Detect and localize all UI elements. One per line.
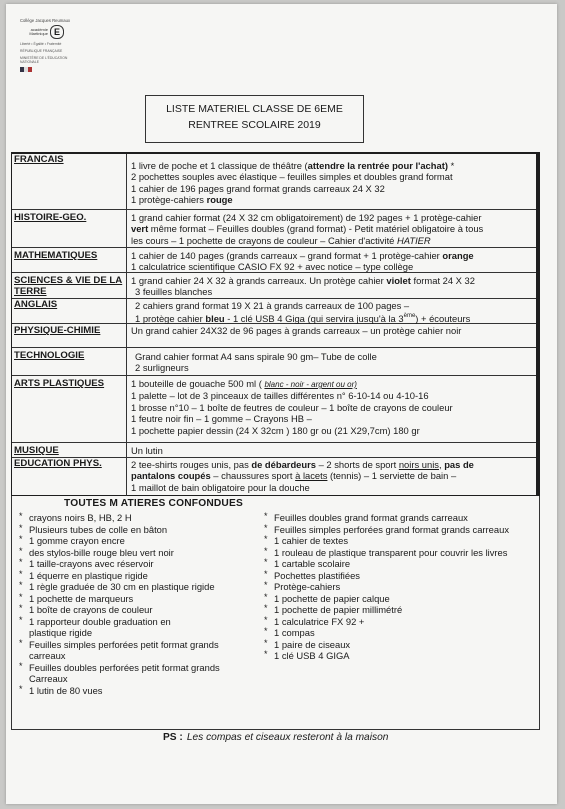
text: noirs unis bbox=[398, 459, 439, 470]
common-right-column bbox=[262, 512, 532, 662]
row-musique bbox=[12, 443, 536, 458]
list-item: * Feuilles doubles grand format grands carreaux bbox=[262, 512, 532, 524]
text: Grand cahier format A4 sans spirale 90 gm– Tube de colle bbox=[135, 351, 377, 362]
text: 2 pochettes souples avec élastique – feuilles simples et doubles grand format bbox=[131, 171, 453, 183]
text: , bbox=[438, 459, 445, 470]
common-supplies bbox=[11, 496, 540, 730]
desc-francais bbox=[131, 160, 533, 206]
text: ) + écouteurs bbox=[415, 313, 471, 325]
text: 1 protège cahier bbox=[135, 313, 206, 325]
text: 2 surligneurs bbox=[135, 362, 189, 374]
text: - 1 clé USB 4 Giga (qui servira jusqu'à la 3 bbox=[224, 313, 404, 325]
text: 1 grand cahier format (24 X 32 cm obligatoirement) de 192 pages + 1 protège-cahier bbox=[131, 212, 482, 223]
education-e-icon: E bbox=[50, 25, 64, 39]
text: ème bbox=[403, 313, 416, 320]
desc-eps bbox=[131, 459, 533, 493]
list-item: * 1 rouleau de plastique transparent pour couvrir les livres bbox=[262, 547, 532, 559]
row-arts bbox=[12, 376, 536, 443]
common-left-column bbox=[17, 512, 257, 696]
text: rouge bbox=[206, 194, 233, 206]
subject-anglais: ANGLAIS bbox=[12, 299, 127, 323]
text: Un grand cahier 24X32 de 96 pages à grands carreaux – un protège cahier noir bbox=[131, 325, 462, 336]
text: 1 palette – lot de 3 pinceaux de tailles différentes n° 6-10-14 ou 4-10-16 bbox=[131, 390, 429, 402]
text: bleu bbox=[205, 313, 225, 325]
academy-name: académie Martinique bbox=[29, 26, 48, 36]
subjects-table bbox=[11, 152, 540, 496]
text: pantalons coupés bbox=[131, 470, 211, 482]
text: 1 pochette papier dessin (24 X 32cm ) 180 gr ou (21 X29,7cm) 180 gr bbox=[131, 424, 420, 436]
desc-svt bbox=[131, 275, 533, 298]
desc-techno bbox=[131, 351, 533, 374]
desc-physique bbox=[131, 325, 533, 336]
desc-anglais bbox=[131, 300, 533, 325]
desc-maths bbox=[131, 250, 533, 273]
row-svt bbox=[12, 273, 536, 299]
list-item: * 1 paire de ciseaux bbox=[262, 639, 532, 651]
list-item: * Plusieurs tubes de colle en bâton bbox=[17, 524, 257, 536]
text: 1 calculatrice scientifique CASIO FX 92 + avec notice – type collège bbox=[131, 261, 414, 273]
text: – 2 shorts de sport bbox=[315, 459, 399, 470]
subject-physique: PHYSIQUE-CHIMIE bbox=[12, 324, 127, 347]
title-box bbox=[145, 95, 364, 143]
text: 3 feuilles blanches bbox=[135, 286, 213, 298]
subject-maths: MATHEMATIQUES bbox=[12, 248, 127, 272]
text: 1 cahier de 140 pages (grands carreaux – grand format + 1 protège-cahier bbox=[131, 250, 443, 261]
text: orange bbox=[442, 250, 474, 261]
ministry-label: MINISTÈRE DE L'ÉDUCATION NATIONALE bbox=[20, 56, 68, 64]
list-item: * Pochettes plastifiées bbox=[262, 570, 532, 582]
row-eps bbox=[12, 458, 536, 496]
text: 2 tee-shirts rouges unis, pas bbox=[131, 459, 252, 470]
liberte-motto: Liberté • Égalité • Fraternité bbox=[20, 42, 62, 46]
list-item: * Feuilles doubles perforées petit format grands Carreaux bbox=[17, 662, 257, 685]
subject-histoire: HISTOIRE-GEO. bbox=[12, 210, 127, 247]
subject-francais: FRANCAIS bbox=[12, 154, 127, 209]
list-item: * Protège-cahiers bbox=[262, 581, 532, 593]
text: même format – Feuilles doubles (grand format) - Petit matériel obligatoire à tous bbox=[148, 223, 484, 235]
list-item: * 1 cartable scolaire bbox=[262, 558, 532, 570]
text: (tennis) – 1 serviette de bain – bbox=[327, 470, 457, 482]
text: 1 livre de poche et 1 classique de théâtre ( bbox=[131, 160, 308, 171]
row-physique bbox=[12, 324, 536, 348]
desc-musique bbox=[131, 445, 533, 456]
list-item: * 1 lutin de 80 vues bbox=[17, 685, 257, 697]
french-flag-icon bbox=[20, 67, 32, 72]
list-item: * 1 pochette de marqueurs bbox=[17, 593, 257, 605]
subject-svt: SCIENCES & VIE DE LA TERRE bbox=[12, 273, 127, 298]
school-logo bbox=[20, 18, 80, 72]
list-item: * 1 pochette de papier millimétré bbox=[262, 604, 532, 616]
row-francais bbox=[12, 154, 536, 210]
list-item: * 1 rapporteur double graduation en plastique rigide bbox=[17, 616, 179, 639]
text: format 24 X 32 bbox=[410, 275, 475, 286]
title-line-2: RENTREE SCOLAIRE 2019 bbox=[188, 119, 321, 131]
republic-label: RÉPUBLIQUE FRANÇAISE bbox=[20, 49, 63, 53]
college-name: Collège Jacques Reumaux bbox=[20, 18, 71, 23]
list-item: * 1 clé USB 4 GIGA bbox=[262, 650, 532, 662]
text: Un lutin bbox=[131, 445, 163, 456]
list-item: * 1 boîte de crayons de couleur bbox=[17, 604, 257, 616]
list-item: * Feuilles simples perforées grand format grands carreaux bbox=[262, 524, 532, 536]
text: vert bbox=[131, 223, 149, 235]
list-item: * 1 cahier de textes bbox=[262, 535, 532, 547]
desc-arts bbox=[131, 378, 533, 436]
list-item: * 1 pochette de papier calque bbox=[262, 593, 532, 605]
row-anglais bbox=[12, 299, 536, 324]
subject-techno: TECHNOLOGIE bbox=[12, 348, 127, 375]
text: blanc - noir - argent ou or) bbox=[264, 380, 357, 389]
text: 1 brosse n°10 – 1 boîte de feutres de couleur – 1 boîte de crayons de couleur bbox=[131, 401, 453, 413]
text: 1 grand cahier 24 X 32 à grands carreaux. Un protège cahier bbox=[131, 275, 387, 286]
subject-arts: ARTS PLASTIQUES bbox=[12, 376, 127, 442]
ps-text: Les compas et ciseaux resteront à la maison bbox=[186, 732, 389, 743]
row-maths bbox=[12, 248, 536, 273]
list-item: * 1 compas bbox=[262, 627, 532, 639]
text: violet bbox=[386, 275, 411, 286]
list-item: * 1 gomme crayon encre bbox=[17, 535, 257, 547]
list-item: * Feuilles simples perforées petit format grands carreaux bbox=[17, 639, 257, 662]
text: les cours – 1 pochette de crayons de couleur – Cahier d'activité bbox=[131, 234, 398, 246]
text: * bbox=[447, 160, 455, 171]
text: attendre la rentrée pour l'achat) bbox=[307, 160, 448, 171]
common-title: TOUTES M ATIERES CONFONDUES bbox=[64, 498, 243, 509]
text: pas de bbox=[444, 459, 474, 470]
subject-eps: EDUCATION PHYS. bbox=[12, 458, 127, 496]
list-item: * 1 équerre en plastique rigide bbox=[17, 570, 257, 582]
text: 1 feutre noir fin – 1 gomme – Crayons HB – bbox=[131, 413, 312, 425]
row-techno bbox=[12, 348, 536, 376]
list-item: * 1 calculatrice FX 92 + bbox=[262, 616, 532, 628]
text: à lacets bbox=[295, 470, 328, 482]
text: 2 cahiers grand format 19 X 21 à grands carreaux de 100 pages – bbox=[135, 300, 410, 311]
row-histoire bbox=[12, 210, 536, 248]
subject-musique: MUSIQUE bbox=[12, 443, 127, 457]
desc-histoire bbox=[131, 212, 533, 246]
text: 1 protège-cahiers bbox=[131, 194, 207, 206]
list-item: * 1 règle graduée de 30 cm en plastique rigide bbox=[17, 581, 257, 593]
text: HATIER bbox=[397, 234, 431, 246]
text: – chaussures sport bbox=[210, 470, 296, 482]
text: 1 maillot de bain obligatoire pour la douche bbox=[131, 481, 310, 493]
ps-label: PS : bbox=[163, 732, 183, 743]
list-item: * des stylos-bille rouge bleu vert noir bbox=[17, 547, 257, 559]
title-line-1: LISTE MATERIEL CLASSE DE 6EME bbox=[166, 103, 343, 115]
list-item: * crayons noirs B, HB, 2 H bbox=[17, 512, 257, 524]
ps-note bbox=[163, 732, 388, 743]
list-item: * 1 taille-crayons avec réservoir bbox=[17, 558, 257, 570]
text: 1 cahier de 196 pages grand format grands carreaux 24 X 32 bbox=[131, 182, 385, 194]
text: de débardeurs bbox=[251, 459, 316, 470]
text: 1 bouteille de gouache 500 ml ( bbox=[131, 378, 265, 389]
